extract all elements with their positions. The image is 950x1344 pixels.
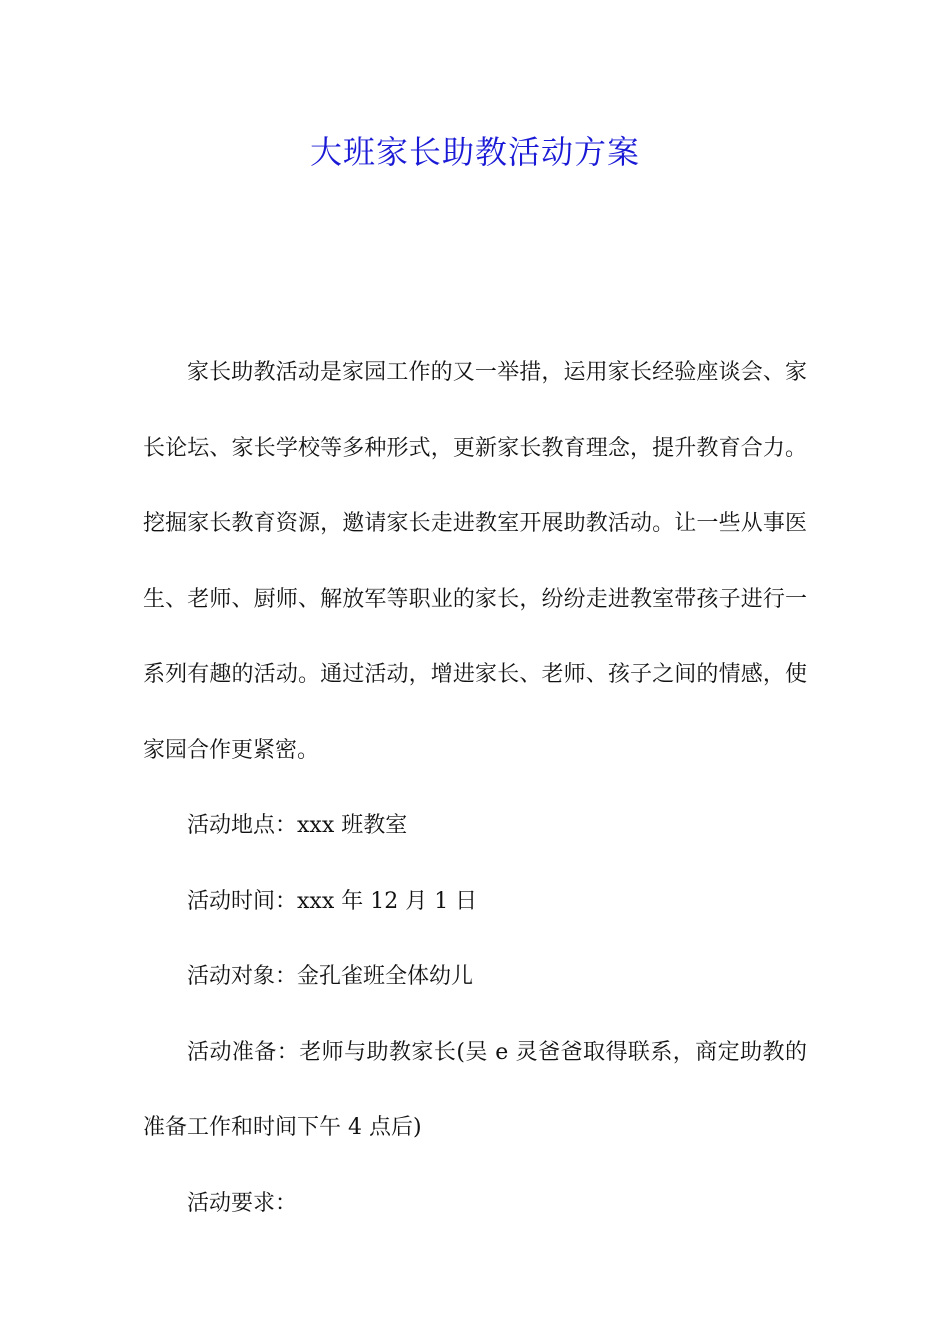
activity-preparation: 活动准备：老师与助教家长(吴 e 灵爸爸取得联系，商定助教的准备工作和时间下午 4 点后): [143, 1039, 807, 1140]
activity-target: 活动对象：金孔雀班全体幼儿: [187, 964, 474, 989]
document-body: [143, 335, 807, 1241]
activity-time: 活动时间：xxx 年 12 月 1 日: [187, 888, 478, 914]
document-title: 大班家长助教活动方案: [309, 133, 640, 171]
intro-paragraph: 家长助教活动是家园工作的又一举措，运用家长经验座谈会、家长论坛、家长学校等多种形式，更新家长教育理念，提升教育合力。挖掘家长教育资源，邀请家长走进教室开展助教活动。让一些从事医生、老师、厨师、解放军等职业的家长，纷纷走进教室带孩子进行一系列有趣的活动。通过活动，增进家长、老师、孩子之间的情感，使家园合作更紧密。: [143, 360, 807, 763]
activity-requirements: 活动要求：: [187, 1190, 298, 1216]
activity-location: 活动地点：xxx 班教室: [187, 813, 408, 838]
